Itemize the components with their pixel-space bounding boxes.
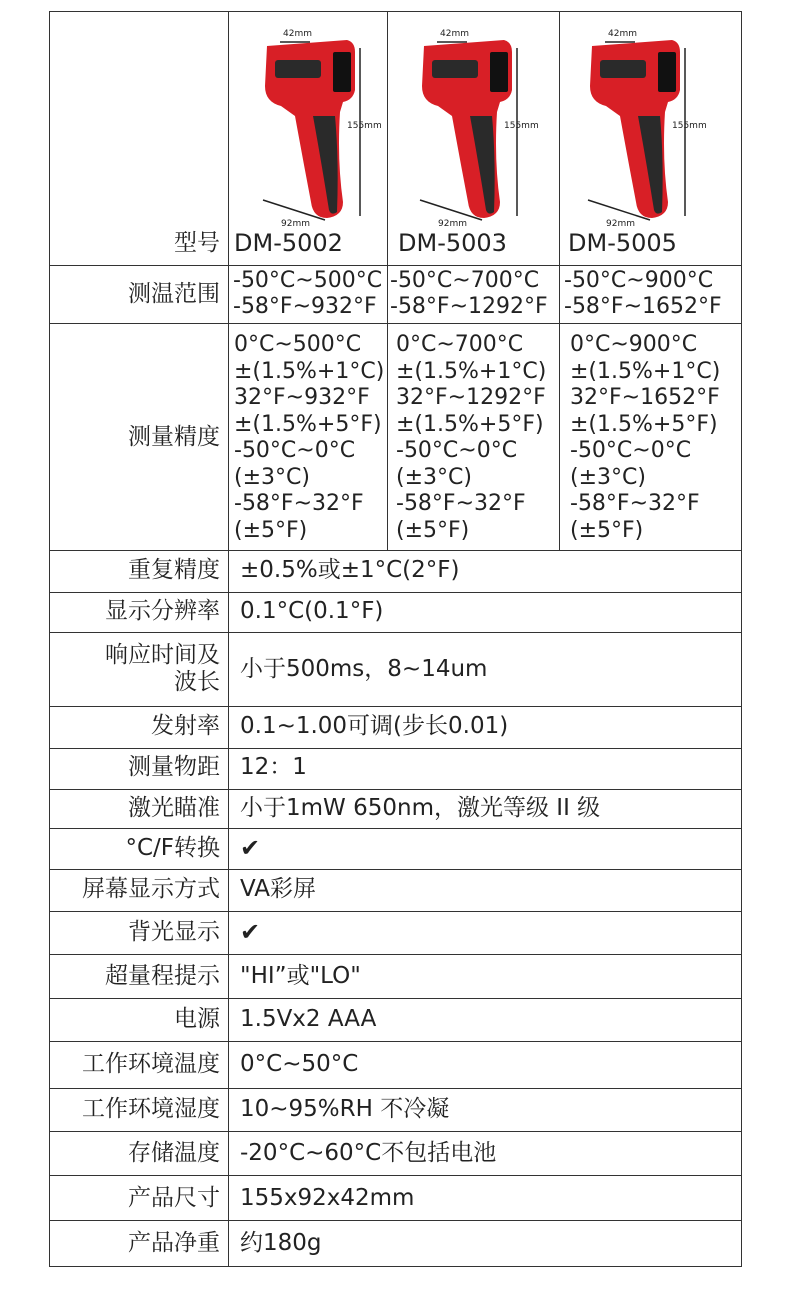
spec-label-backlight: 背光显示 <box>128 919 220 945</box>
spec-value-distance-ratio: 12：1 <box>240 754 307 780</box>
svg-text:155mm: 155mm <box>347 121 382 131</box>
row-divider <box>50 1175 741 1176</box>
row-divider <box>50 1220 741 1221</box>
row-divider <box>50 323 741 324</box>
accuracy-cell: 0°C~500°C ±(1.5%+1°C) 32°F~932°F ±(1.5%+5°F) -50°C~0°C (±3°C) -58°F~32°F (±5°F) <box>234 332 385 543</box>
range-label: 测温范围 <box>128 281 220 307</box>
svg-text:92mm: 92mm <box>438 219 467 229</box>
row-divider <box>50 789 741 790</box>
row-divider <box>50 632 741 633</box>
row-divider <box>50 998 741 999</box>
spec-value-emissivity: 0.1~1.00可调(步长0.01) <box>240 713 509 739</box>
spec-value-power: 1.5Vx2 AAA <box>240 1006 377 1032</box>
model-name: DM-5005 <box>568 229 677 257</box>
svg-text:42mm: 42mm <box>283 29 312 39</box>
row-divider <box>50 1088 741 1089</box>
svg-text:155mm: 155mm <box>504 121 539 131</box>
model-name: DM-5003 <box>398 229 507 257</box>
spec-label-resolution: 显示分辨率 <box>105 598 220 624</box>
row-divider <box>50 706 741 707</box>
spec-value-resolution: 0.1°C(0.1°F) <box>240 598 384 624</box>
spec-value-weight: 约180g <box>240 1230 322 1256</box>
spec-label-laser: 激光瞄准 <box>128 795 220 821</box>
spec-label-repeatability: 重复精度 <box>128 557 220 583</box>
spec-label-weight: 产品净重 <box>128 1230 220 1256</box>
spec-value-storage-temp: -20°C~60°C不包括电池 <box>240 1140 497 1166</box>
svg-text:155mm: 155mm <box>672 121 707 131</box>
row-divider <box>50 869 741 870</box>
row-divider <box>50 1131 741 1132</box>
column-divider <box>387 12 388 550</box>
spec-value-laser: 小于1mW 650nm，激光等级 II 级 <box>240 795 601 821</box>
checkmark-icon: ✔ <box>240 834 261 862</box>
checkmark-icon: ✔ <box>240 918 261 946</box>
spec-value-overrange: "HI”或"LO" <box>240 963 361 989</box>
model-label: 型号 <box>174 230 220 256</box>
column-divider <box>559 12 560 550</box>
spec-label-power: 电源 <box>174 1006 220 1032</box>
row-divider <box>50 1041 741 1042</box>
row-divider <box>50 748 741 749</box>
row-divider <box>50 911 741 912</box>
svg-text:92mm: 92mm <box>281 219 310 229</box>
range-cell: -50°C~900°C -58°F~1652°F <box>564 268 722 319</box>
svg-text:42mm: 42mm <box>440 29 469 39</box>
spec-label-operating-humidity: 工作环境湿度 <box>82 1096 220 1122</box>
row-divider <box>50 828 741 829</box>
range-cell: -50°C~500°C -58°F~932°F <box>233 268 383 319</box>
spec-value-display: VA彩屏 <box>240 876 316 902</box>
spec-value-operating-temp: 0°C~50°C <box>240 1051 359 1077</box>
spec-value-operating-humidity: 10~95%RH 不冷凝 <box>240 1096 450 1122</box>
range-cell: -50°C~700°C -58°F~1292°F <box>390 268 548 319</box>
spec-label-overrange: 超量程提示 <box>105 963 220 989</box>
spec-value-response: 小于500ms，8~14um <box>240 656 488 682</box>
thermometer-image <box>580 20 710 230</box>
spec-value-repeatability: ±0.5%或±1°C(2°F) <box>240 557 460 583</box>
spec-table <box>49 11 742 1267</box>
svg-text:92mm: 92mm <box>606 219 635 229</box>
spec-label-storage-temp: 存储温度 <box>128 1140 220 1166</box>
column-divider <box>228 12 229 1266</box>
accuracy-cell: 0°C~900°C ±(1.5%+1°C) 32°F~1652°F ±(1.5%+5°F) -50°C~0°C (±3°C) -58°F~32°F (±5°F) <box>570 332 721 543</box>
row-divider <box>50 592 741 593</box>
spec-label-emissivity: 发射率 <box>151 713 220 739</box>
row-divider <box>50 954 741 955</box>
spec-value-size: 155x92x42mm <box>240 1185 415 1211</box>
spec-label-display: 屏幕显示方式 <box>82 876 220 902</box>
thermometer-image <box>255 20 385 230</box>
model-name: DM-5002 <box>234 229 343 257</box>
spec-label-distance-ratio: 测量物距 <box>128 754 220 780</box>
spec-label-size: 产品尺寸 <box>128 1185 220 1211</box>
spec-label-response: 响应时间及 波长 <box>105 642 220 695</box>
spec-label-operating-temp: 工作环境温度 <box>82 1051 220 1077</box>
svg-text:42mm: 42mm <box>608 29 637 39</box>
accuracy-label: 测量精度 <box>128 424 220 450</box>
accuracy-cell: 0°C~700°C ±(1.5%+1°C) 32°F~1292°F ±(1.5%+5°F) -50°C~0°C (±3°C) -58°F~32°F (±5°F) <box>396 332 547 543</box>
spec-label-unit-switch: °C/F转换 <box>125 835 220 861</box>
thermometer-image <box>412 20 542 230</box>
row-divider <box>50 550 741 551</box>
row-divider <box>50 265 741 266</box>
